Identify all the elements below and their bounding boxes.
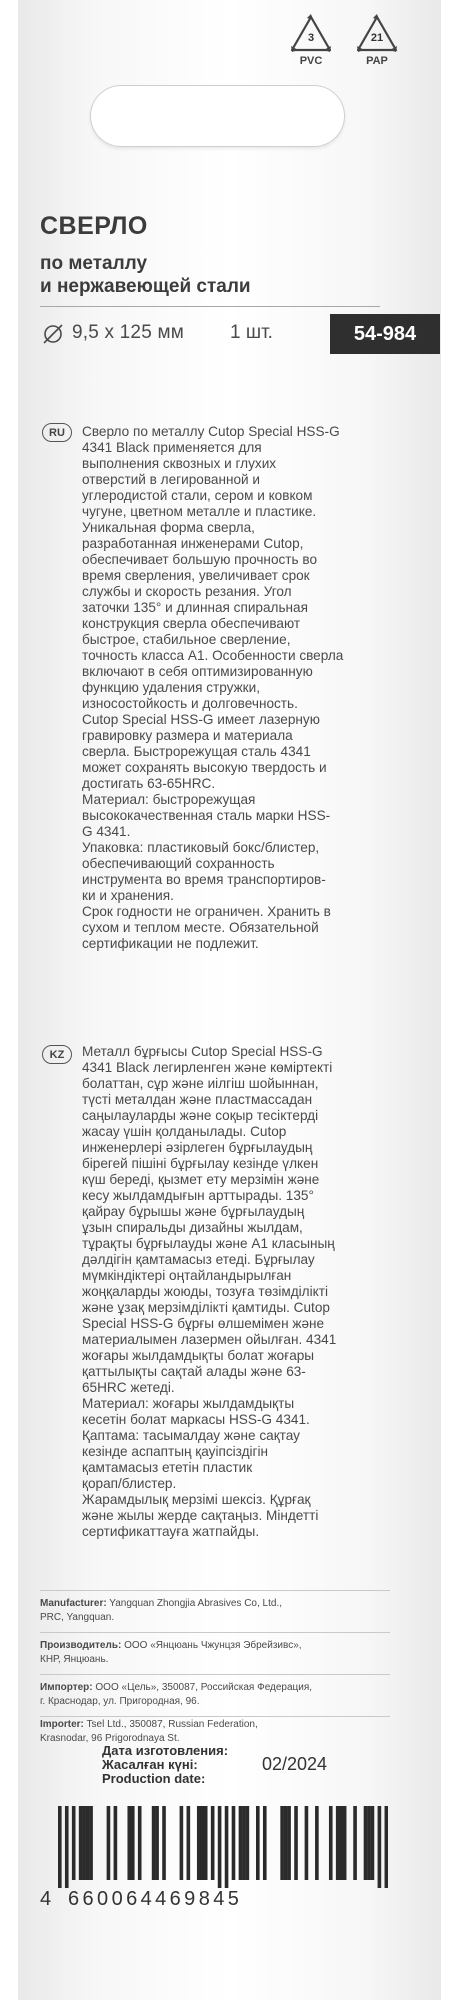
barcode-bar [114,1806,118,1880]
label-ru: Дата изготовления: [102,1743,229,1758]
barcode-bar [284,1806,288,1880]
barcode-bar [280,1806,284,1880]
barcode-bar [200,1806,204,1880]
barcode-bar [343,1806,347,1880]
label-en: Production date: [102,1771,206,1786]
manufacturer-ru [40,1639,390,1667]
barcode-bar [131,1806,135,1880]
barcode-bar [138,1806,142,1880]
production-date: 02/2024 [262,1754,328,1774]
barcode-bar [239,1806,243,1880]
barcode-bar [263,1806,267,1880]
manufacturer-en [40,1597,390,1625]
barcode-bar [305,1806,309,1880]
barcode-bar [162,1806,166,1880]
divider [40,1632,390,1633]
barcode-bar [353,1806,357,1880]
production-date-label [102,1744,228,1786]
recycle-code: 3 [307,32,315,44]
info-label: Импортер: [40,1682,93,1693]
barcode-bar [79,1806,83,1880]
subtitle-line: и нержавеющей стали [40,276,251,297]
divider [40,306,380,307]
barcode-bar [287,1806,291,1880]
barcode-bar [82,1806,86,1880]
barcode [58,1806,388,1888]
info-value: Tsel Ltd., 350087, Russian Federation, Krasnodar, 96 Prigorodnaya St. [40,1719,258,1744]
article-number: 54-984 [330,314,440,354]
diameter-icon [42,323,64,350]
barcode-guard-bar [225,1806,229,1888]
barcode-bar [242,1806,246,1880]
barcode-bar [211,1806,215,1880]
divider [40,1716,390,1717]
barcode-bar [364,1806,368,1880]
barcode-bar [339,1806,343,1880]
barcode-bar [204,1806,208,1880]
barcode-bar [246,1806,250,1880]
barcode-bar [127,1806,131,1880]
barcode-bar [89,1806,93,1880]
barcode-bar [197,1806,201,1880]
product-quantity: 1 шт. [230,322,273,343]
barcode-bar [155,1806,159,1880]
recycle-pap-icon [346,14,408,67]
barcode-bar [72,1806,76,1880]
product-size: 9,5 х 125 мм [72,322,184,343]
barcode-guard-bar [378,1806,382,1888]
divider [40,1674,390,1675]
barcode-bar [336,1806,340,1880]
barcode-bar [371,1806,375,1880]
barcode-bar [294,1806,298,1880]
importer-en [40,1718,390,1746]
info-value: ООО «Цель», 350087, Российская Федерация, г. Краснодар, ул. Пригородная, 96. [40,1682,313,1707]
lang-badge-ru: RU [42,423,72,442]
barcode-guard-bar [218,1806,222,1888]
importer-ru [40,1681,390,1709]
barcode-digits: 660064469845 [68,1888,243,1910]
barcode-bar [180,1806,184,1880]
info-label: Manufacturer: [40,1598,107,1609]
barcode-bar [187,1806,191,1880]
barcode-bar [107,1806,111,1880]
barcode-bar [367,1806,371,1880]
label-kz: Жасалған күні: [102,1757,198,1772]
barcode-guard-bar [385,1806,388,1888]
info-value: ООО «Янцюань Чжунцзя Эбрейзивс», КНР, Янцюань. [40,1640,302,1665]
recycle-code: 21 [370,32,384,44]
recycle-label: PVC [299,55,323,67]
barcode-bar [315,1806,319,1880]
lang-badge-kz: KZ [42,1045,72,1064]
description-kz: Металл бұрғысы Cutop Special HSS-G 4341 Black легирленген және көміртекті болаттан, сұр және иілгіш шойыннан, түсті металдан және пластмассадан саңылауларды және соқыр тесіктерді жасау үшін қолданылады. Cutop инженерлері әзірлеген бұрғылаудың бірегей пішіні бұрғылау кезінде үлкен күш береді, қызмет ету мерзімін және кесу жылдамдығын арттырады. 135° қайрау бұрышы және бұрғылаудың ұзын спиральды дизайны жылдам, тұрақты бұрғылауды және А1 класының дәлдігін қамтамасыз етеді. Бұрғылау мүмкіндіктері оңтайландырылған жоңқаларды жоюды, тозуға төзімділікті және ұзақ мерзімділікті қамтиды. Cutop Special HSS-G бұрғы өлшемімен және материалымен лазермен ойылған. 4341 жоғары жылдамдықты болат жоғары қаттылықты сақтай алады және 63- 65HRC жетеді. Материал: жоғары жылдамдықты кесетін болат маркасы HSS-G 4341. Қаптама: тасымалдау және сақтау кезінде аспаптың қауіпсіздігін қамтамасыз ететін пластик қорап/блистер. Жарамдылық мерзімі шексіз. Құрғақ және жылы жерде сақтаңыз. Міндетті сертификаттауға жатпайды. [82,1044,337,1539]
subtitle-line: по металлу [40,253,148,274]
barcode-bar [232,1806,236,1880]
info-label: Производитель: [40,1640,122,1651]
barcode-guard-bar [58,1806,62,1888]
divider [40,1590,390,1591]
barcode-bar [329,1806,333,1880]
recycle-label: PAP [366,55,388,67]
barcode-guard-bar [65,1806,69,1888]
product-title: СВЕРЛО [40,212,148,240]
barcode-first-digit: 4 [40,1888,52,1910]
recycle-pvc-icon [280,14,342,67]
hang-hole [90,85,345,147]
barcode-bar [86,1806,90,1880]
info-value: Yangquan Zhongjia Abrasives Co, Ltd., PRC, Yangquan. [40,1598,283,1623]
description-ru: Сверло по металлу Cutop Special HSS-G 4341 Black применяется для выполнения сквозных и глухих отверстий в легированной и углеродистой стали, сером и ковком чугуне, цветном металле и пластике. Уникальная форма сверла, разработанная инженерами Cutop, обеспечивает большую прочность во время сверления, увеличивает срок службы и скорость резания. Угол заточки 135° и длинная спиральная конструкция сверла обеспечивают быстрое, стабильное сверление, точность класса А1. Особенности сверла включают в себя оптимизированную функцию удаления стружки, износостойкость и долговечность. Cutop Special HSS-G имеет лазерную гравировку размера и материала сверла. Быстрорежущая сталь 4341 может сохранять высокую твердость и достигать 63-65HRC. Материал: быстрорежущая высококачественная сталь марки HSS- G 4341. Упаковка: пластиковый бокс/блистер, обеспечивающий сохранность инструмента во время транспортиров- ки и хранения. Срок годности не ограничен. Хранить в сухом и теплом месте. Обязательной сертификации не подлежит. [82,424,344,951]
product-subtitle [40,252,251,298]
barcode-bar [256,1806,260,1880]
barcode-bar [152,1806,156,1880]
info-label: Importer: [40,1719,84,1730]
